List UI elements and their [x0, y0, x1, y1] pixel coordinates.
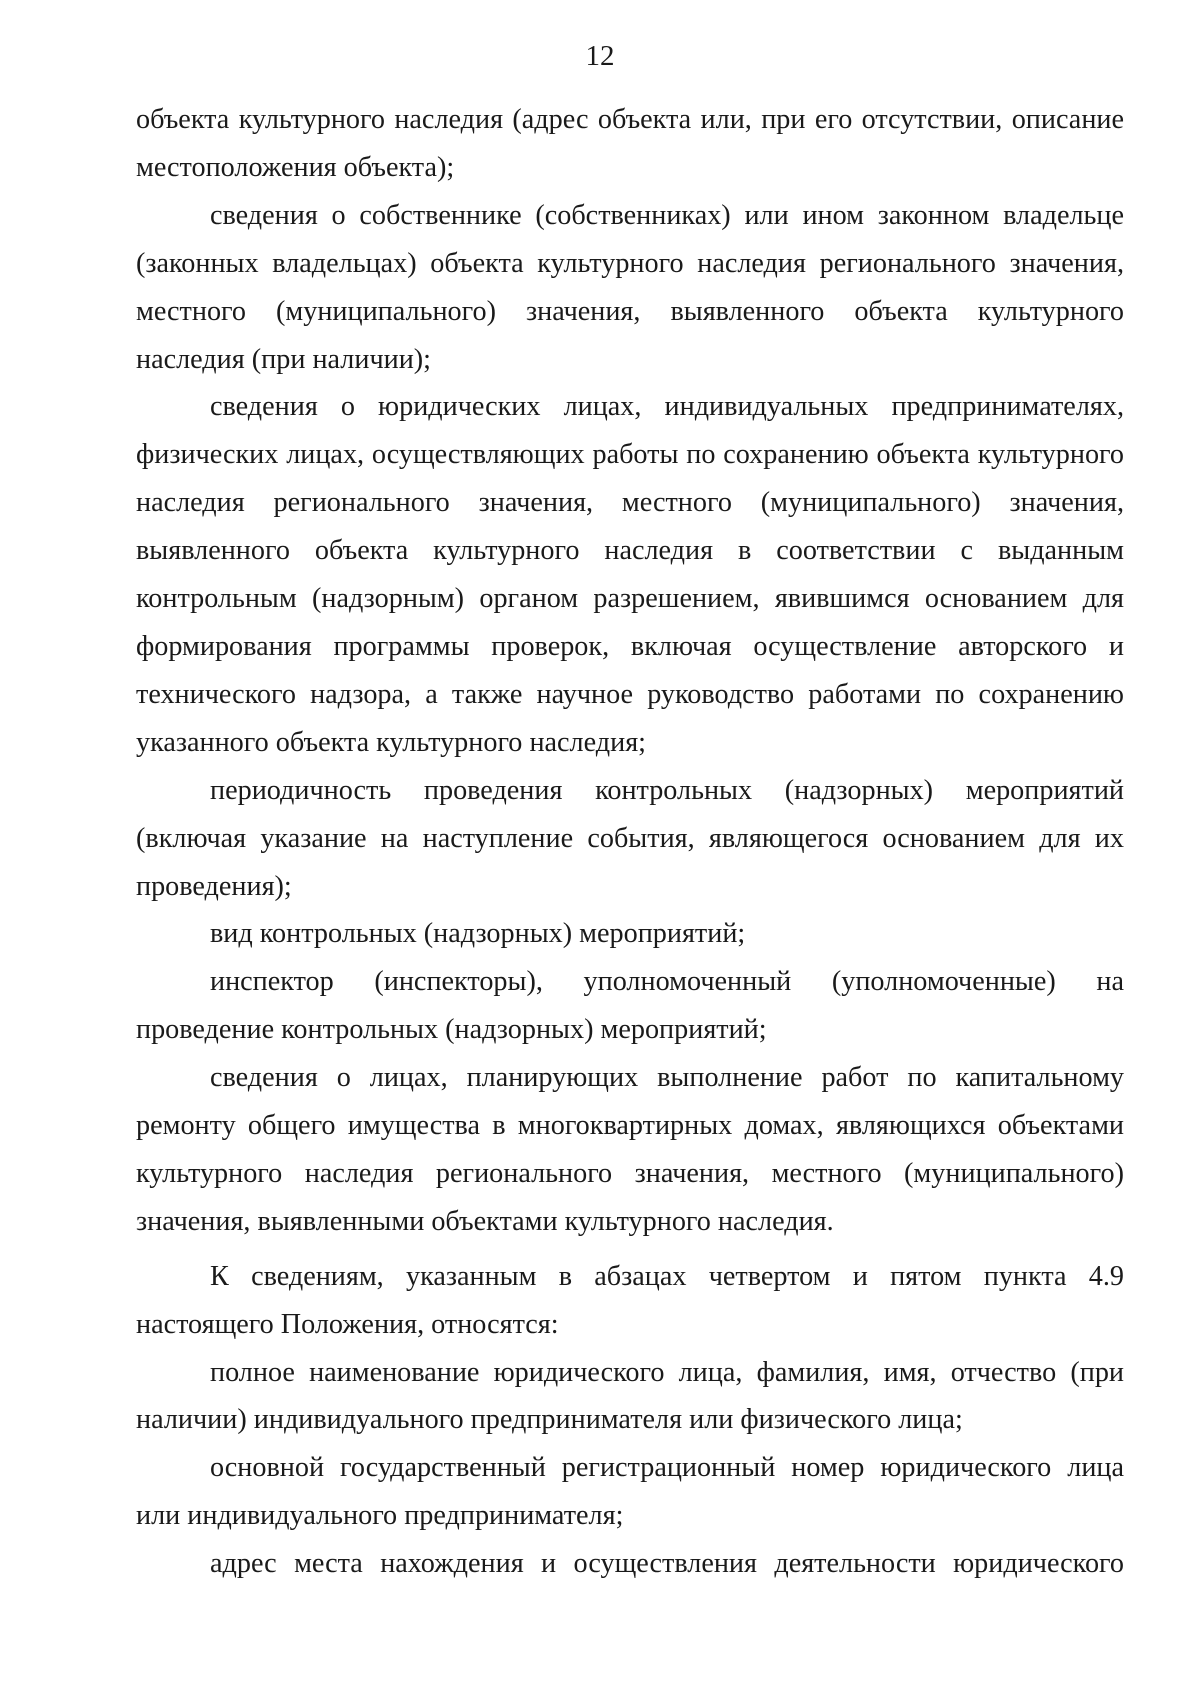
paragraph-owner-info: сведения о собственнике (собственниках) или ином законном владельце (законных владельцах) объекта культурного наследия регионального значения, местного (муниципального) значения, выявленного объекта культурного наследия (при наличии);	[136, 199, 1124, 375]
page-number: 12	[585, 40, 615, 72]
document-body	[136, 96, 1124, 1588]
paragraph-control-type: вид контрольных (надзорных) мероприятий;	[210, 918, 746, 950]
paragraph-object-address: объекта культурного наследия (адрес объекта или, при его отсутствии, описание местоположения объекта);	[136, 104, 1124, 183]
paragraph-inspectors: инспектор (инспекторы), уполномоченный (уполномоченные) на проведение контрольных (надзорных) мероприятий;	[136, 966, 1124, 1046]
paragraph-registration-number: основной государственный регистрационный номер юридического лица или индивидуального предпринимателя;	[136, 1452, 1124, 1532]
paragraph-periodicity: периодичность проведения контрольных (надзорных) мероприятий (включая указание на наступление события, являющегося основанием для их проведения);	[136, 774, 1124, 902]
paragraph-legal-entities-info: сведения о юридических лицах, индивидуальных предпринимателях, физических лицах, осуществляющих работы по сохранению объекта культурного наследия регионального значения, местного (муниципального) значения, выявленного объекта культурного наследия в соответствии с выданным контрольным (надзорным) органом разрешением, явившимся основанием для формирования программы проверок, включая осуществление авторского и технического надзора, а также научное руководство работами по сохранению указанного объекта культурного наследия;	[136, 391, 1124, 758]
paragraph-capital-repair: сведения о лицах, планирующих выполнение работ по капитальному ремонту общего имущества в многоквартирных домах, являющихся объектами культурного наследия регионального значения, местного (муниципального) значения, выявленными объектами культурного наследия.	[136, 1062, 1124, 1237]
paragraph-full-name: полное наименование юридического лица, фамилия, имя, отчество (при наличии) индивидуального предпринимателя или физического лица;	[136, 1356, 1124, 1436]
paragraph-address: адрес места нахождения и осуществления деятельности юридического	[210, 1548, 1124, 1580]
paragraph-info-refers: К сведениям, указанным в абзацах четвертом и пятом пункта 4.9 настоящего Положения, относятся:	[136, 1260, 1124, 1340]
